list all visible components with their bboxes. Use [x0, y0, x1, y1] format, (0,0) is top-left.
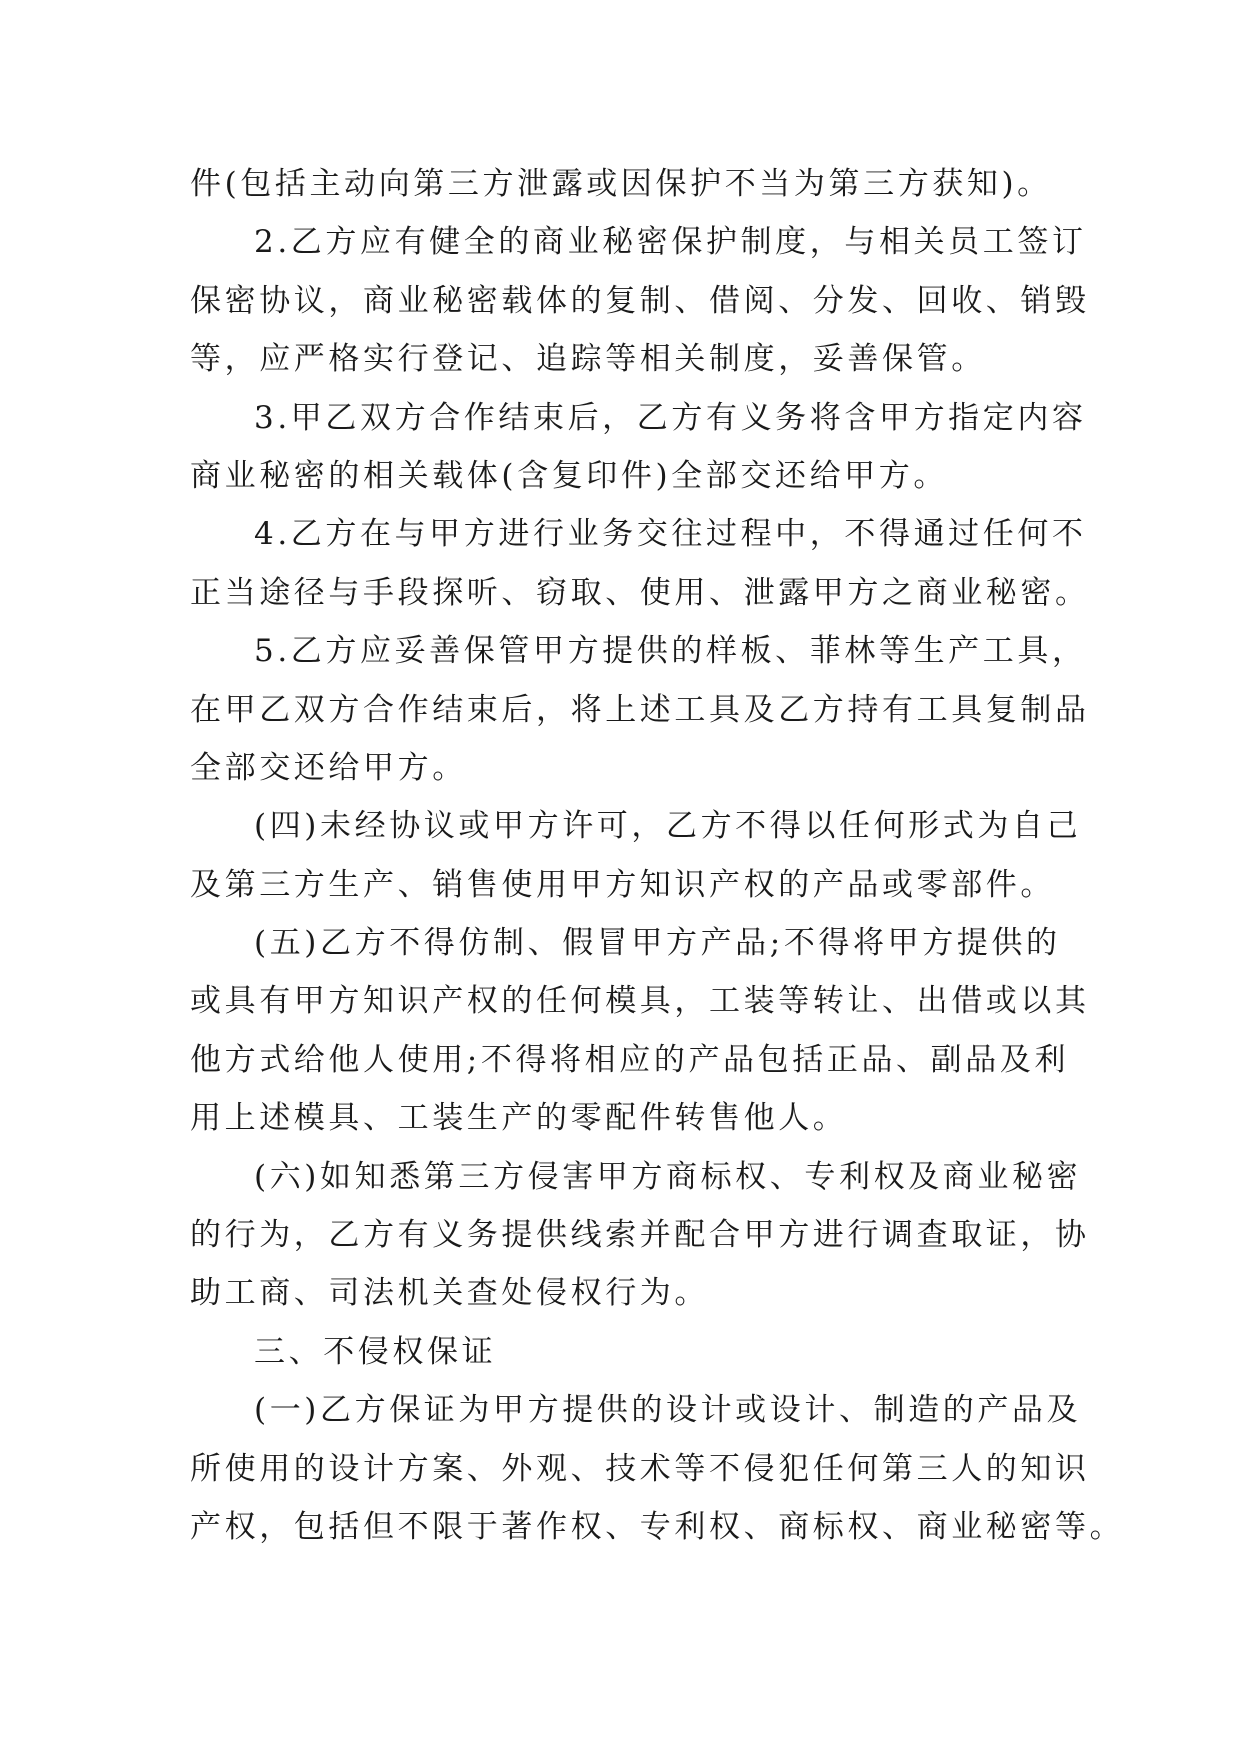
- text-line: 保密协议，商业秘密载体的复制、借阅、分发、回收、销毁: [190, 282, 1090, 319]
- text-line: (一)乙方保证为甲方提供的设计或设计、制造的产品及: [254, 1392, 1082, 1429]
- text-line: 所使用的设计方案、外观、技术等不侵犯任何第三人的知识: [190, 1450, 1090, 1487]
- text-line: 用上述模具、工装生产的零配件转售他人。: [190, 1100, 848, 1137]
- text-line: 的行为，乙方有义务提供线索并配合甲方进行调查取证，协: [190, 1217, 1090, 1254]
- text-line: 2.乙方应有健全的商业秘密保护制度，与相关员工签订: [254, 224, 1087, 261]
- text-line: 全部交还给甲方。: [190, 749, 467, 786]
- text-line: 在甲乙双方合作结束后，将上述工具及乙方持有工具复制品: [190, 691, 1090, 728]
- text-line: 4.乙方在与甲方进行业务交往过程中，不得通过任何不: [254, 516, 1087, 553]
- text-line: 件(包括主动向第三方泄露或因保护不当为第三方获知)。: [190, 166, 1052, 202]
- text-line: 产权，包括但不限于著作权、专利权、商标权、商业秘密等。: [190, 1508, 1125, 1545]
- text-line: (四)未经协议或甲方许可，乙方不得以任何形式为自己: [254, 808, 1082, 845]
- document-body: [190, 155, 1125, 1556]
- text-line: 正当途径与手段探听、窃取、使用、泄露甲方之商业秘密。: [190, 574, 1090, 611]
- text-line: 等，应严格实行登记、追踪等相关制度，妥善保管。: [190, 341, 986, 378]
- text-line: (五)乙方不得仿制、假冒甲方产品;不得将甲方提供的: [254, 925, 1061, 962]
- text-line: 商业秘密的相关载体(含复印件)全部交还给甲方。: [190, 457, 948, 494]
- text-line: 助工商、司法机关查处侵权行为。: [190, 1275, 709, 1312]
- text-line: 及第三方生产、销售使用甲方知识产权的产品或零部件。: [190, 866, 1055, 903]
- text-line: 5.乙方应妥善保管甲方提供的样板、菲林等生产工具，: [254, 633, 1087, 670]
- text-line: 他方式给他人使用;不得将相应的产品包括正品、副品及利: [190, 1041, 1070, 1078]
- text-line: 三、不侵权保证: [254, 1333, 497, 1370]
- text-line: (六)如知悉第三方侵害甲方商标权、专利权及商业秘密: [254, 1158, 1082, 1195]
- text-line: 或具有甲方知识产权的任何模具，工装等转让、出借或以其: [190, 983, 1090, 1020]
- text-line: 3.甲乙双方合作结束后，乙方有义务将含甲方指定内容: [254, 399, 1087, 436]
